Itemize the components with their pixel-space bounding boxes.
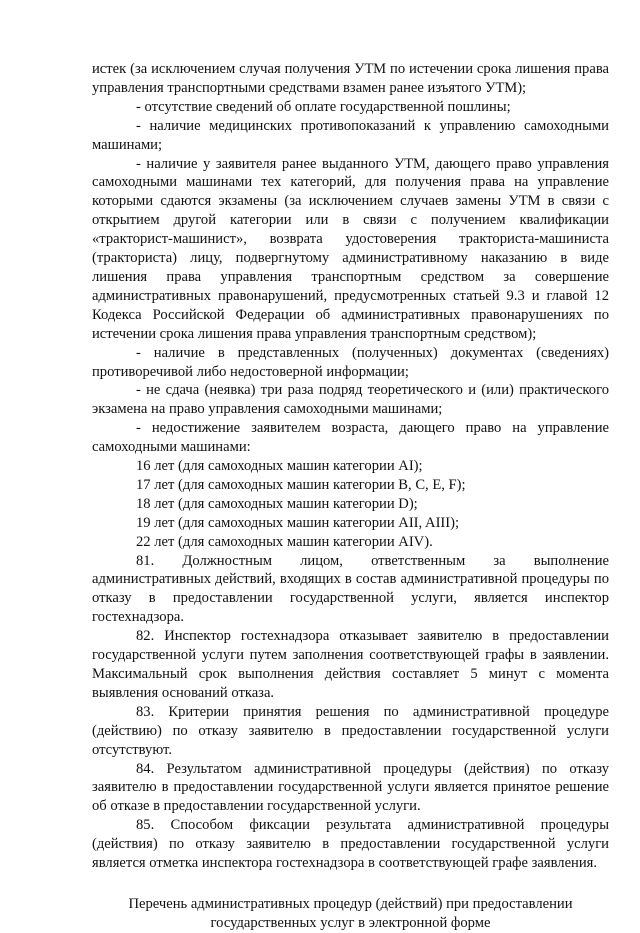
clause-84: 84. Результатом административной процедуры (действия) по отказу заявителю в предоставлении государственной услуги является принятое решение об отказе в предоставлении государственной услуги. [92, 760, 609, 815]
age-line-aiv: 22 лет (для самоходных машин категории AIV). [136, 533, 433, 550]
section-heading-line-1: Перечень административных процедур (действий) при предоставлении [128, 895, 573, 912]
age-line-d: 18 лет (для самоходных машин категории D); [136, 495, 418, 512]
clause-83: 83. Критерии принятия решения по административной процедуре (действию) по отказу заявителю в предоставлении государственной услуги отсутствуют. [92, 703, 609, 758]
section-heading [92, 895, 609, 933]
clause-82: 82. Инспектор гостехнадзора отказывает заявителю в предоставлении государственной услуги путем заполнения соответствующей графы в заявлении. Максимальный срок выполнения действия составляет 5 минут с момента выявления оснований отказа. [92, 628, 609, 701]
list-item-previous-license: - наличие у заявителя ранее выданного УТМ, дающего право управления самоходными машинами тех категорий, для получения права на управление которыми сдаются экзамены (за исключением случаев замены УТМ в связи с открытием другой категории или в связи с получением квалификации «тракторист-машинист», возврата удостоверения тракториста-машиниста (тракториста) лицу, подвергнутому административному наказанию в виде лишения права управления транспортным средством за совершение административных правонарушений, предусмотренных статьей 9.3 и главой 12 Кодекса Российской Федерации об административных правонарушениях по истечении срока лишения права управления транспортным средством); [92, 155, 609, 342]
age-line-aii-aiii: 19 лет (для самоходных машин категории AII, AIII); [136, 514, 460, 531]
age-line-ai: 16 лет (для самоходных машин категории AI); [136, 458, 423, 475]
list-item-contradictory-info: - наличие в представленных (полученных) документах (сведениях) противоречивой либо недостоверной информации; [92, 344, 609, 380]
list-item-no-fee-payment: - отсутствие сведений об оплате государственной пошлины; [136, 98, 511, 115]
list-item-failed-exams: - не сдача (неявка) три раза подряд теоретического и (или) практического экзамена на право управления самоходными машинами; [92, 382, 609, 418]
clause-85: 85. Способом фиксации результата административной процедуры (действия) по отказу заявителю в предоставлении государственной услуги является отметка инспектора гостехнадзора в соответствующей графе заявления. [92, 817, 609, 872]
list-item-age-requirement: - недостижение заявителем возраста, дающего право на управление самоходными машинами: [92, 420, 609, 456]
section-heading-line-2: государственных услуг в электронной форме [210, 914, 491, 931]
clause-81: 81. Должностным лицом, ответственным за выполнение административных действий, входящих в состав административной процедуры по отказу в предоставлении государственной услуги, является инспектор гостехнадзора. [92, 552, 609, 626]
age-line-bcef: 17 лет (для самоходных машин категории B, C, E, F); [136, 476, 466, 493]
paragraph-continuation: истек (за исключением случая получения УТМ по истечении срока лишения права управления транспортными средствами взамен ранее изъятого УТМ); [92, 61, 609, 96]
list-item-medical-contraindications: - наличие медицинских противопоказаний к управлению самоходными машинами; [92, 117, 609, 153]
